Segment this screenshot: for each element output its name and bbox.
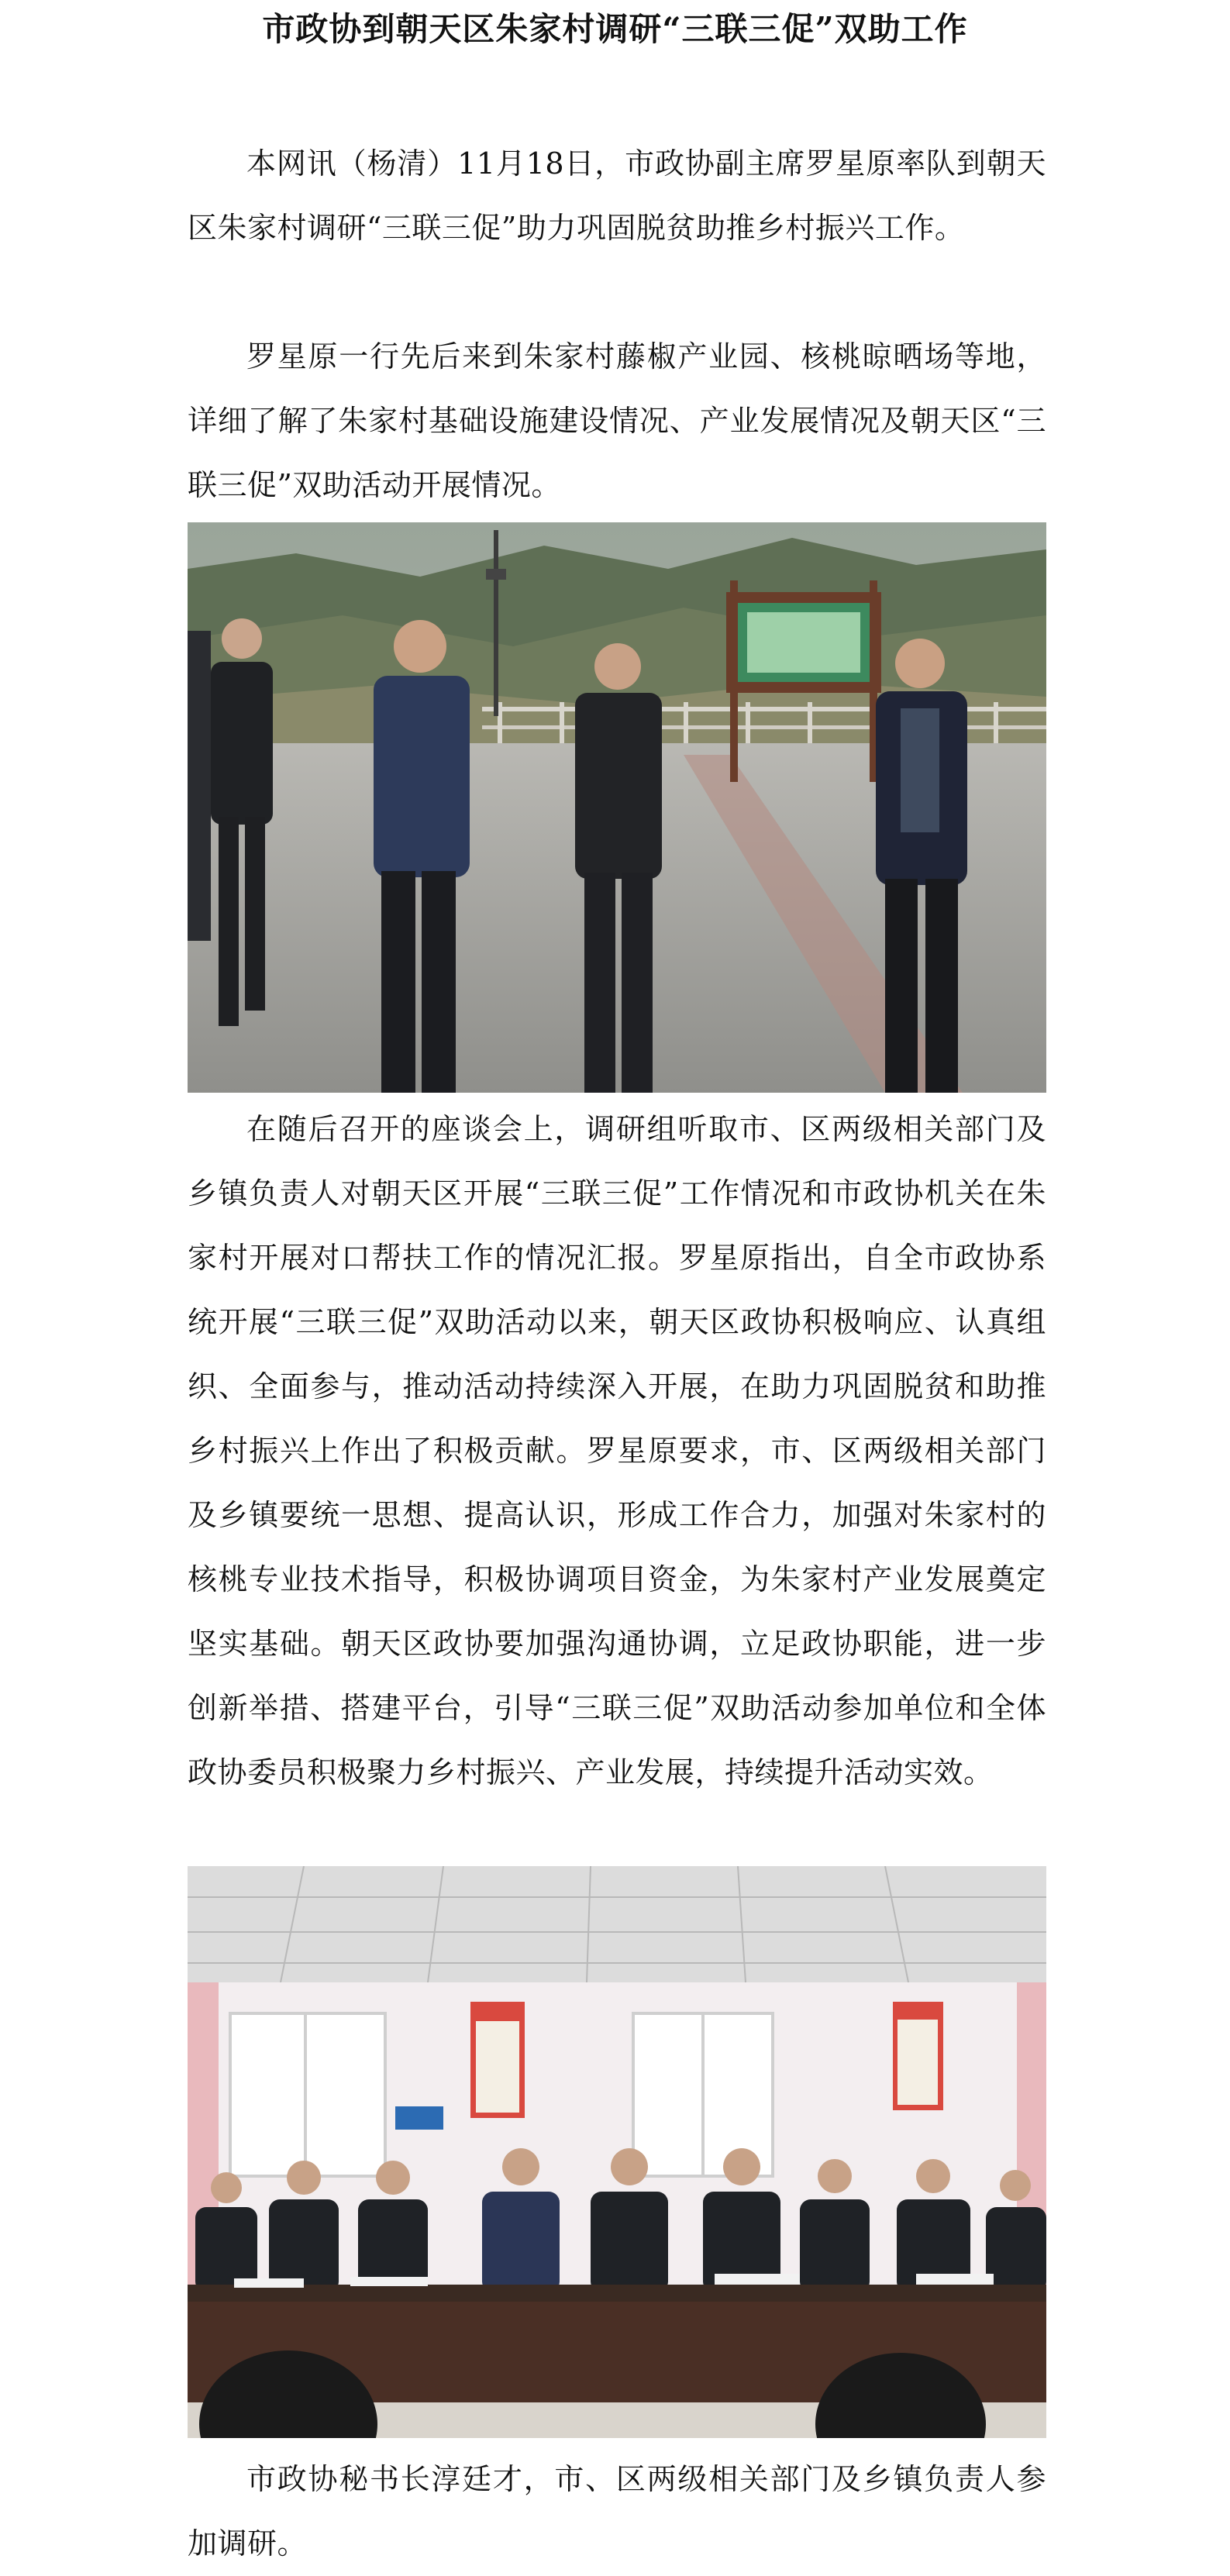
outdoor-inspection-photo: [188, 522, 1046, 1093]
article-paragraph-1: 本网讯（杨清）11月18日，市政协副主席罗星原率队到朝天区朱家村调研“三联三促”助力巩固脱贫助推乡村振兴工作。: [188, 146, 1046, 245]
article-paragraph-4: 市政协秘书长淳廷才，市、区两级相关部门及乡镇负责人参加调研。: [188, 2462, 1046, 2561]
article-title: 市政协到朝天区朱家村调研“三联三促”双助工作: [262, 10, 968, 48]
meeting-room-photo: [188, 1866, 1046, 2438]
article-paragraph-3: 在随后召开的座谈会上，调研组听取市、区两级相关部门及乡镇负责人对朝天区开展“三联三促”工作情况和市政协机关在朱家村开展对口帮扶工作的情况汇报。罗星原指出，自全市政协系统开展“三联三促”双助活动以来，朝天区政协积极响应、认真组织、全面参与，推动活动持续深入开展，在助力巩固脱贫和助推乡村振兴上作出了积极贡献。罗星原要求，市、区两级相关部门及乡镇要统一思想、提高认识，形成工作合力，加强对朱家村的核桃专业技术指导，积极协调项目资金，为朱家村产业发展奠定坚实基础。朝天区政协要加强沟通协调，立足政协职能，进一步创新举措、搭建平台，引导“三联三促”双助活动参加单位和全体政协委员积极聚力乡村振兴、产业发展，持续提升活动实效。: [188, 1112, 1046, 1789]
article-paragraph-2: 罗星原一行先后来到朱家村藤椒产业园、核桃晾晒场等地，详细了解了朱家村基础设施建设情况、产业发展情况及朝天区“三联三促”双助活动开展情况。: [188, 339, 1046, 502]
